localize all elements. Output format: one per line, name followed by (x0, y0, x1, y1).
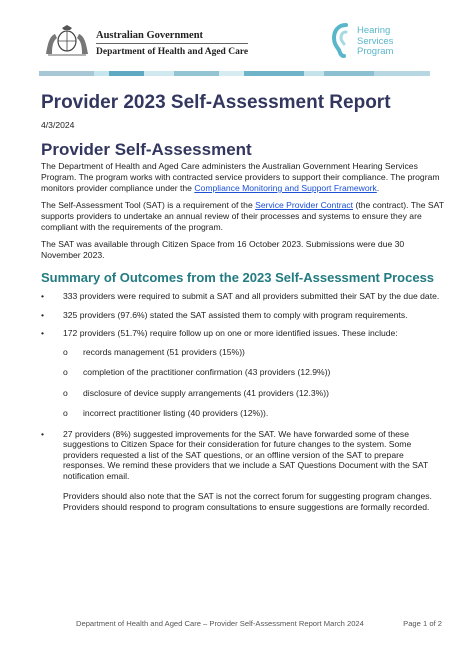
logo-word-3: Program (357, 46, 394, 57)
sub-bullet-text: incorrect practitioner listing (40 providers (12%)). (83, 408, 269, 418)
issues-sublist (63, 347, 444, 419)
header-stripe (39, 71, 430, 76)
intro-text-end: . (376, 183, 380, 193)
hearing-services-program-logo (332, 22, 432, 62)
program-logo-text (357, 26, 393, 58)
document-body (41, 92, 444, 521)
sat-paragraph (41, 200, 444, 233)
bullet-text: 27 providers (8%) suggested improvements for the SAT. We have forwarded some of these suggestions to Citizen Space for their consideration for future changes to the system. Some providers requested a list of the SAT questions, or an offline version of the SAT to prepare responses. We remind these providers that we include a SAT Questions Document with the SAT notification email. (63, 428, 429, 481)
page-footer (76, 619, 442, 628)
sub-bullet-text: completion of the practitioner confirmation (43 providers (12.9%)) (83, 367, 331, 377)
summary-list (41, 291, 444, 513)
department-name: Department of Health and Aged Care (96, 43, 248, 59)
bullet-icon: • (41, 309, 45, 320)
compliance-framework-link[interactable]: Compliance Monitoring and Support Framework (194, 183, 377, 193)
sub-bullet-text: disclosure of device supply arrangements (41 providers (12.3%)) (83, 387, 329, 398)
list-item (41, 429, 444, 514)
logo-word-2: Services (357, 35, 394, 47)
service-provider-contract-link[interactable]: Service Provider Contract (255, 200, 354, 210)
page-header (0, 0, 467, 78)
list-item (41, 310, 444, 321)
sub-list-item (63, 388, 444, 399)
list-item (41, 291, 444, 302)
bullet-text: 333 providers were required to submit a SAT and all providers submitted their SAT by the due date. (63, 291, 440, 301)
sat-text-end: (the contract). The SAT supports providers to undertake an annual review of their processes and systems to ensure they are compliant with the requirements of the program. (41, 200, 444, 232)
summary-heading: Summary of Outcomes from the 2023 Self-Assessment Process (41, 270, 435, 285)
footer-text: Department of Health and Aged Care – Provider Self-Assessment Report March 2024 (76, 619, 364, 628)
sub-list-item (63, 367, 444, 378)
bullet-icon: • (41, 291, 45, 301)
circle-bullet-icon: o (63, 408, 68, 418)
bullet-icon: • (41, 328, 45, 338)
bullet-text: 172 providers (51.7%) require follow up on one or more identified issues. These include: (63, 328, 398, 338)
circle-bullet-icon: o (63, 367, 68, 377)
intro-text: The Department of Health and Aged Care administers the Australian Government Hearing Services Program. The program works with contracted service providers to support their compliance. The program monitors provider compliance under the (41, 161, 440, 193)
ear-logo-icon (332, 22, 352, 58)
sat-text: The Self-Assessment Tool (SAT) is a requirement of the (41, 200, 256, 210)
bullet-text: 325 providers (97.6%) stated the SAT assisted them to comply with program requirements. (63, 309, 408, 320)
sub-list-item (63, 347, 444, 358)
availability-paragraph: The SAT was available through Citizen Space from 16 October 2023. Submissions were due 30 November 2023. (41, 239, 405, 260)
circle-bullet-icon: o (63, 346, 68, 357)
government-name: Australian Government (96, 30, 204, 41)
government-wordmark (96, 29, 248, 59)
sub-list-item (63, 408, 444, 419)
bullet-icon: • (41, 428, 45, 439)
australian-government-crest-icon (42, 24, 92, 58)
list-item (41, 328, 444, 419)
report-date: 4/3/2024 (41, 120, 75, 130)
note-paragraph: Providers should also note that the SAT is not the correct forum for suggesting program changes. Providers should respond to program consultations to ensure suggestions are formally recorded. (63, 491, 432, 512)
logo-word-1: Hearing (357, 25, 391, 36)
intro-paragraph (41, 161, 444, 194)
page-number: Page 1 of 2 (403, 619, 442, 628)
report-title: Provider 2023 Self-Assessment Report (41, 92, 391, 113)
circle-bullet-icon: o (63, 387, 68, 398)
section-heading-provider-self-assessment: Provider Self-Assessment (41, 140, 252, 159)
sub-bullet-text: records management (51 providers (15%)) (83, 346, 245, 357)
